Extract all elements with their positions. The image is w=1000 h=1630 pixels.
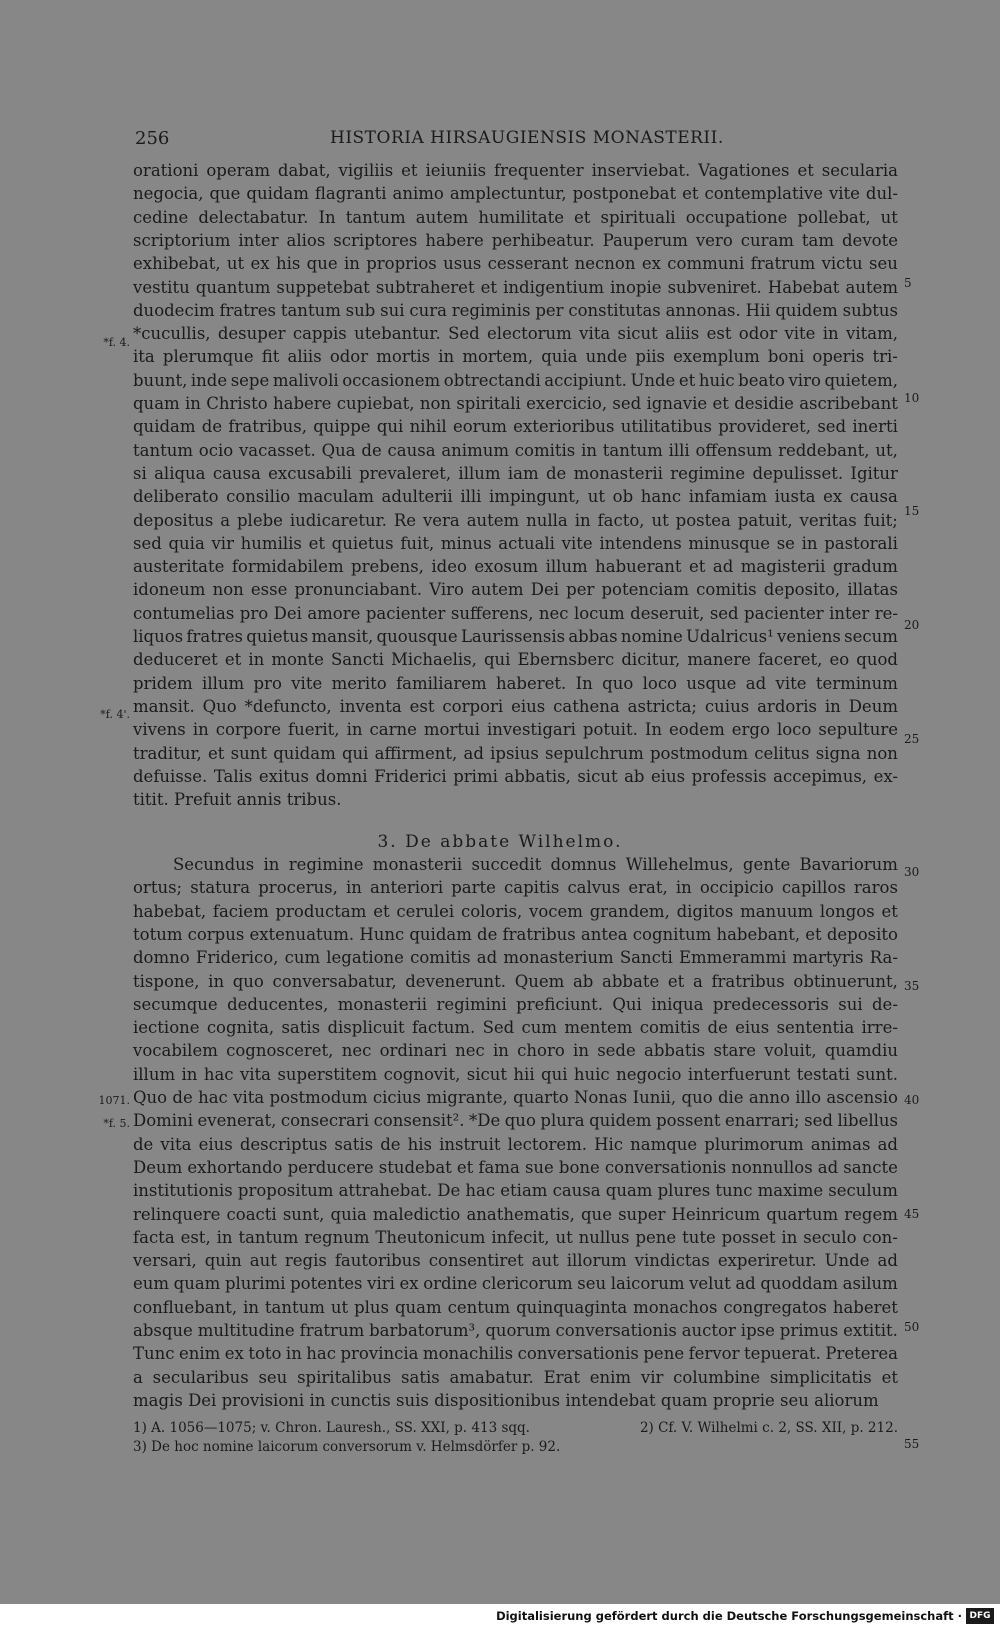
text-line: quidam de fratribus, quippe qui nihil eorum exterioribus utilitatibus provideret, sed inerti — [133, 417, 898, 437]
text-line: vocabilem cognosceret, nec ordinari nec in choro in sede abbatis stare voluit, quamdiu — [133, 1041, 898, 1061]
text-line: habebat, faciem productam et cerulei coloris, vocem grandem, digitos manuum longos et — [133, 901, 898, 921]
text-line: eum quam plurimi potentes viri ex ordine clericorum seu laicorum velut ad quoddam asilum — [133, 1274, 898, 1294]
text-line: idoneum non esse pronunciabant. Viro autem Dei per potenciam comitis deposito, illatas — [133, 580, 898, 600]
text-line: scriptorium inter alios scriptores habere perhibeatur. Pauperum vero curam tam devote — [133, 230, 898, 250]
text-line: de vita eius descriptus satis de his instruit lectorem. Hic namque plurimorum animas ad — [133, 1134, 898, 1154]
margin-note: 1071. — [98, 1094, 130, 1107]
text-line: orationi operam dabat, vigiliis et ieiuniis frequenter inserviebat. Vagationes et secularia — [133, 161, 898, 180]
text-line: exhibebat, ut ex his que in proprios usus cesserant necnon ex communi fratrum victu seu — [133, 254, 898, 274]
text-line: mansit. Quo *defuncto, inventa est corpori eius cathena astricta; cuius ardoris in Deum — [133, 696, 898, 716]
margin-note: *f. 4'. — [100, 708, 130, 721]
footer-credit: Digitalisierung gefördert durch die Deutsche Forschungsgemeinschaft · — [496, 1609, 962, 1623]
text-line: si aliqua causa excusabili prevaleret, illum iam de monasterii regimine depulisset. Igitur — [133, 463, 898, 483]
text-line: Tunc enim ex toto in hac provincia monachilis conversationis pene fervor tepuerat. Preterea — [133, 1344, 898, 1364]
text-line: cedine delectabatur. In tantum autem humilitate et spirituali occupatione pollebat, ut — [133, 207, 898, 227]
text-line: a secularibus seu spiritalibus satis amabatur. Erat enim vir columbine simplicitatis et — [133, 1367, 898, 1387]
text-line: buunt, inde sepe malivoli occasionem obtrectandi accipiunt. Unde et huic beato viro quietem, — [133, 370, 898, 390]
text-line: facta est, in tantum regnum Theutonicum infecit, ut nullus pene tute posset in seculo con- — [133, 1227, 898, 1247]
text-line: depositus a plebe iudicaretur. Re vera autem nulla in facto, ut postea patuit, veritas fuit; — [133, 510, 898, 530]
running-title: HISTORIA HIRSAUGIENSIS MONASTERII. — [330, 128, 724, 148]
line-number: 15 — [904, 504, 920, 518]
text-line: pridem illum pro vite merito familiarem haberet. In quo loco usque ad vite terminum — [133, 673, 898, 693]
text-line: contumelias pro Dei amore pacienter sufferens, nec locum deseruit, sed pacienter inter re- — [133, 603, 898, 623]
text-line: Quo de hac vita postmodum cicius migrante, quarto Nonas Iunii, quo die anno illo ascensio — [133, 1088, 898, 1107]
text-line: tispone, in quo conversabatur, devenerunt. Quem ab abbate et a fratribus obtinuerunt, — [133, 971, 898, 991]
text-line: sed quia vir humilis et quietus fuit, minus actuali vite intendens minusque se in pastorali — [133, 533, 898, 553]
page-number: 256 — [135, 128, 170, 149]
footnote: 2) Cf. V. Wilhelmi c. 2, SS. XII, p. 212. — [639, 1420, 898, 1436]
text-line: ortus; statura procerus, in anteriori parte capitis calvus erat, in occipicio capillos raros — [133, 878, 898, 898]
dfg-logo: DFG — [966, 1608, 994, 1624]
text-line: iectione cognita, satis displicuit factum. Sed cum mentem comitis de eius sententia irre- — [133, 1018, 898, 1038]
text-line: magis Dei provisioni in cunctis suis dispositionibus intendebat quam proprie seu aliorum — [133, 1390, 879, 1410]
text-line: versari, quin aut regis fautoribus consentiret aut illorum vindictas experiretur. Unde ad — [133, 1251, 898, 1271]
text-line: domno Friderico, cum legatione comitis ad monasterium Sancti Emmerammi martyris Ra- — [133, 948, 898, 968]
text-line: traditur, et sunt quidam qui affirment, ad ipsius sepulchrum postmodum celitus signa non — [133, 743, 898, 763]
line-number: 50 — [904, 1320, 920, 1334]
line-number: 35 — [904, 979, 920, 993]
footnote: 1) A. 1056—1075; v. Chron. Lauresh., SS. XXI, p. 413 sqq. — [133, 1420, 530, 1436]
text-line: deduceret et in monte Sancti Michaelis, qui Ebernsberc dicitur, manere faceret, eo quod — [133, 650, 898, 670]
line-number: 55 — [904, 1437, 920, 1451]
line-number: 40 — [904, 1093, 920, 1107]
text-line: illum in hac vita superstitem cognovit, sicut hii qui huic negocio interfuerunt testati sunt. — [133, 1064, 898, 1084]
text-line: quam in Christo habere cupiebat, non spiritali exercicio, sed ignavie et desidie ascribebant — [133, 394, 898, 413]
text-line: relinquere coacti sunt, quia maledictio anathematis, que super Heinricum quartum regem — [133, 1204, 898, 1224]
text-line: vestitu quantum suppetebat subtraheret et indigentium inopie subveniret. Habebat autem — [133, 277, 898, 297]
text-line: Secundus in regimine monasterii succedit domnus Willehelmus, gente Bavariorum — [173, 855, 898, 874]
text-line: institutionis propositum attrahebat. De hac etiam causa quam plures tunc maxime seculum — [133, 1181, 898, 1201]
text-line: defuisse. Talis exitus domni Friderici primi abbatis, sicut ab eius professis accepimus, ex- — [133, 766, 898, 786]
text-line: absque multitudine fratrum barbatorum³, quorum conversationis auctor ipse primus extitit. — [133, 1321, 898, 1340]
text-line: Deum exhortando perducere studebat et fama sue bone conversationis nonnullos ad sancte — [133, 1157, 898, 1177]
line-number: 20 — [904, 618, 920, 632]
line-number: 45 — [904, 1207, 920, 1221]
footnote: 3) De hoc nomine laicorum conversorum v. Helmsdörfer p. 92. — [133, 1439, 561, 1455]
text-line: secumque deducentes, monasterii regimini preficiunt. Qui iniqua predecessoris sui de- — [133, 994, 898, 1014]
text-line: ita plerumque fit aliis odor mortis in mortem, quia unde piis exemplum boni operis tri- — [133, 347, 898, 367]
text-line: tantum ocio vacasset. Qua de causa animum comitis in tantum illi offensum reddebant, ut, — [133, 440, 898, 460]
text-line: deliberato consilio maculam adulterii illi impingunt, ut ob hanc infamiam iusta ex causa — [133, 487, 898, 507]
text-line: titit. Prefuit annis tribus. — [133, 790, 342, 810]
line-number: 10 — [904, 391, 920, 405]
text-line: negocia, que quidam flagranti animo amplectuntur, postponebat et contemplative vite dul- — [133, 184, 898, 204]
text-line: confluebant, in tantum ut plus quam centum quinquaginta monachos congregatos haberet — [133, 1297, 898, 1317]
line-number: 30 — [904, 865, 920, 879]
section-heading: 3. De abbate Wilhelmo. — [377, 832, 623, 852]
text-line: totum corpus extenuatum. Hunc quidam de fratribus antea cognitum habebant, et deposito — [133, 924, 898, 944]
footnote-line — [133, 1419, 898, 1437]
margin-note: *f. 4. — [103, 336, 130, 349]
line-number: 25 — [904, 732, 920, 746]
text-line: *cucullis, desuper cappis utebantur. Sed electorum vita sicut aliis est odor vite in vitam, — [133, 324, 898, 344]
digitization-footer — [0, 1604, 1000, 1630]
text-line: duodecim fratres tantum sub sui cura regiminis per constitutas annonas. Hii quidem subtus — [133, 300, 898, 320]
margin-note: *f. 5. — [103, 1117, 130, 1130]
text-line: vivens in corpore fuerit, in carne mortui investigari potuit. In eodem ergo loco sepulture — [133, 720, 898, 740]
line-number: 5 — [904, 276, 912, 290]
text-line: austeritate formidabilem prebens, ideo exosum illum habuerant et ad magisterii gradum — [133, 557, 898, 577]
text-line: Domini evenerat, consecrari consensit². *De quo plura quidem possent enarrari; sed libellus — [133, 1111, 898, 1131]
footnote-line — [133, 1438, 833, 1456]
text-line: liquos fratres quietus mansit, quousque Laurissensis abbas nomine Udalricus¹ veniens secum — [133, 627, 898, 646]
